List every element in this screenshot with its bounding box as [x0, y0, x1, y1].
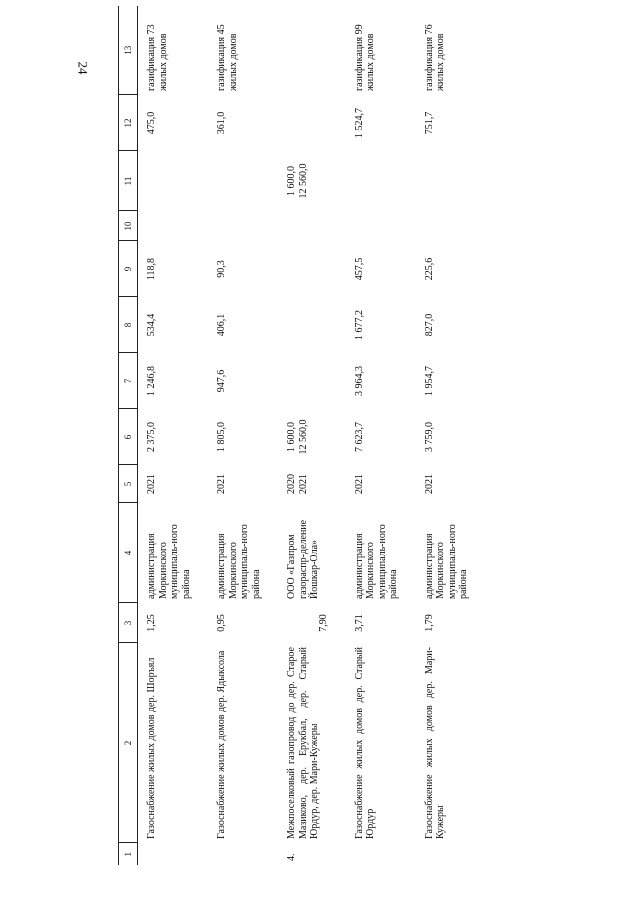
length-km: 0,95: [216, 614, 228, 632]
amount-col11: [138, 151, 209, 211]
amount-col9: 225,6: [423, 257, 435, 281]
object-name: Газоснабжение жилых домов дер. Ядыксола: [216, 650, 228, 839]
year: 2021: [216, 474, 228, 494]
row-number: [208, 843, 278, 865]
object-name: Газоснабжение жилых домов дер. Мари-Кужеры: [423, 647, 447, 839]
column-header: 7: [119, 353, 138, 409]
result: газификация 73 жилых домов: [146, 24, 169, 91]
amount-col8: 827,0: [423, 313, 435, 337]
total-amount: 12 560,0: [297, 419, 309, 455]
table-header: [119, 6, 138, 865]
executor: администрация Моркинского муниципаль-ного района: [216, 524, 262, 599]
column-header: 12: [119, 95, 138, 151]
table-row: [346, 6, 416, 865]
investment-table: [118, 6, 486, 865]
amount-col10: [346, 211, 416, 241]
total-amount: 1 600,0: [286, 422, 298, 452]
column-header: 13: [119, 6, 138, 95]
year: 2021: [423, 474, 435, 494]
amount-col12: 361,0: [216, 111, 228, 135]
result: газификация 76 жилых домов: [423, 24, 447, 91]
amount-col8: 534,4: [146, 313, 158, 337]
length-km: 7,90: [318, 614, 330, 632]
amount-col8: [278, 297, 346, 353]
result: газификация 99 жилых домов: [353, 24, 377, 91]
column-header: 1: [119, 843, 138, 865]
total-amount-cell: [278, 409, 346, 465]
amount-col7: [278, 353, 346, 409]
column-header: 3: [119, 603, 138, 643]
table-row: [208, 6, 278, 865]
amount-col12: 751,7: [423, 111, 435, 135]
column-header: 10: [119, 211, 138, 241]
row-number: [416, 843, 486, 865]
executor: ООО «Газпром газораспр-деление Йошкар-Ола»: [286, 519, 321, 599]
result: газификация 45 жилых домов: [216, 24, 239, 91]
amount-col10: [208, 211, 278, 241]
amount-col8: 406,1: [216, 313, 228, 337]
rotated-table-container: [118, 24, 518, 865]
year-cell: [278, 465, 346, 503]
length-km: 1,79: [423, 614, 435, 632]
amount-col12: [278, 95, 346, 151]
amount-col8: 1 677,2: [353, 310, 365, 340]
row-number: [346, 843, 416, 865]
object-name: Газоснабжение жилых домов дер. Старый Юрдур: [353, 647, 377, 839]
amount-col9: 118,8: [146, 257, 158, 281]
row-number: [138, 843, 209, 865]
result: [278, 6, 346, 95]
amount-col7: 947,6: [216, 369, 228, 393]
row-number: 4.: [286, 853, 298, 861]
amount-col10: [416, 211, 486, 241]
year: 2021: [146, 474, 158, 494]
amount-col11: [346, 151, 416, 211]
amount-col11-cell: [278, 151, 346, 211]
total-amount: 7 623,7: [353, 422, 365, 452]
amount-col9: 457,5: [353, 257, 365, 281]
amount-col11: 1 600,0: [286, 166, 298, 196]
amount-col12: 475,0: [146, 111, 158, 135]
year: 2021: [297, 474, 309, 494]
table-row: [138, 6, 209, 865]
amount-col11: [208, 151, 278, 211]
column-header: 6: [119, 409, 138, 465]
amount-col9: 90,3: [216, 260, 228, 278]
column-header: 11: [119, 151, 138, 211]
table-row: [416, 6, 486, 865]
total-amount: 3 759,0: [423, 422, 435, 452]
year: 2020: [286, 474, 298, 494]
page-number: 24: [75, 61, 91, 75]
column-header: 5: [119, 465, 138, 503]
column-header: 9: [119, 241, 138, 297]
total-amount: 2 375,0: [146, 422, 158, 452]
column-header: 2: [119, 643, 138, 843]
amount-col7: 3 964,3: [353, 366, 365, 396]
length-km: 1,25: [146, 614, 158, 632]
amount-col11: 12 560,0: [297, 163, 309, 199]
table-row: [278, 6, 346, 865]
object-name: Межпоселковый газопровод до дер. Старое Мазиково, дер. Ерукбал, дер. Старый Юрдур, дер. Мари-Кужеры: [286, 647, 321, 839]
total-amount: 1 805,0: [216, 422, 228, 452]
amount-col10: [278, 211, 346, 241]
year: 2021: [353, 474, 365, 494]
amount-col7: 1 246,8: [146, 366, 158, 396]
column-header: 8: [119, 297, 138, 353]
length-km: 3,71: [353, 614, 365, 632]
amount-col7: 1 954,7: [423, 366, 435, 396]
amount-col10: [138, 211, 209, 241]
amount-col12: 1 524,7: [353, 108, 365, 138]
amount-col9: [278, 241, 346, 297]
object-name: Газоснабжение жилых домов дер. Шоръял: [146, 657, 158, 839]
amount-col11: [416, 151, 486, 211]
column-header: 4: [119, 503, 138, 603]
executor: администрация Моркинского муниципаль-ного района: [146, 524, 192, 599]
executor: администрация Моркинского муниципаль-ного района: [353, 524, 400, 599]
executor: администрация Моркинского муниципаль-ного района: [423, 524, 470, 599]
